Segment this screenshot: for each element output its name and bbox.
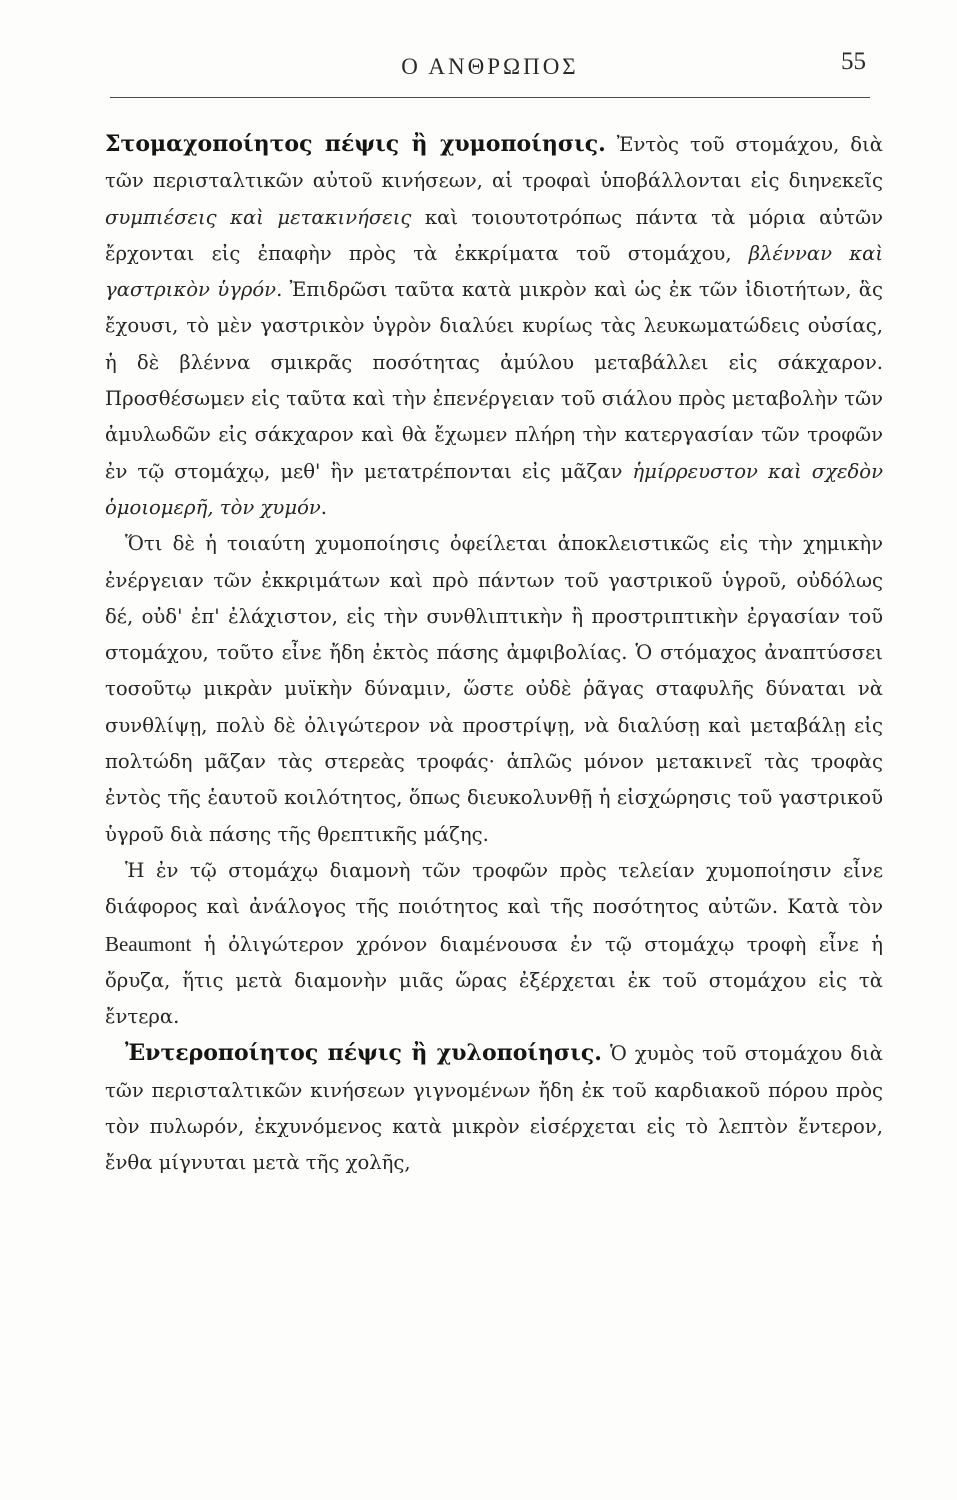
body-text	[105, 126, 883, 1182]
header-rule	[110, 97, 870, 98]
text-run: καὶ τοιουτοτρόπως πάντα τὰ μόρια αὐτῶν ἔρχονται εἰς ἐπαφὴν πρὸς τὰ ἐκκρίματα τοῦ στομάχου,	[105, 205, 883, 265]
page-number: 55	[841, 48, 866, 75]
emphasis-run: συμπιέσεις καὶ μετακινήσεις	[105, 205, 412, 229]
running-head	[110, 44, 870, 84]
section-heading-intestinal-digestion: Ἐντεροποίητος πέψις ἢ χυλοποίησις.	[125, 1040, 602, 1067]
latin-name: Beaumont	[105, 931, 192, 956]
paragraph-intestinal-digestion	[105, 1035, 883, 1181]
emphasis-run: βλένναν καὶ γαστρικὸν ὑγρόν	[105, 241, 884, 302]
running-title: Ο ΑΝΘΡΩΠΟΣ	[401, 54, 579, 79]
paragraph-stomach-digestion	[105, 126, 883, 526]
text-run: . Ἐπιδρῶσι ταῦτα κατὰ μικρὸν καὶ ὡς ἐκ τῶν ἰδιοτήτων, ἃς ἔχουσι, τὸ μὲν γαστρικὸν ὑγρὸν διαλύει κυρίως τὰς λευκωματώδεις οὐσίας, ἡ δὲ βλέννα σμικρᾶς ποσότητας ἀμύλου μεταβάλλει εἰς σάκχαρον. Προσθέσωμεν εἰς ταῦτα καὶ τὴν ἐπενέργειαν τοῦ σιάλου πρὸς μεταβολὴν τῶν ἀμυλωδῶν εἰς σάκχαρον καὶ θὰ ἔχωμεν πλήρη τὴν κατεργασίαν τῶν τροφῶν ἐν τῷ στομάχῳ, μεθ' ἣν μετατρέπονται εἰς μᾶζαν	[105, 278, 883, 483]
emphasis-run: ἡμίρρευστον καὶ σχεδὸν ὁμοιομερῆ, τὸν χυμόν	[105, 459, 884, 519]
text-run: .	[320, 495, 328, 519]
section-heading-stomach-digestion: Στομαχοποίητος πέψις ἢ χυμοποίησις.	[105, 131, 606, 157]
text-run: Ὁ χυμὸς τοῦ στομάχου διὰ τῶν περισταλτικῶν κινήσεων γιγνομένων ἤδη ἐκ τοῦ καρδιακοῦ πόρου πρὸς τὸν πυλωρόν, ἐκχυνόμενος κατὰ μικρὸν εἰσέρχεται εἰς τὸ λεπτὸν ἔντερον, ἔνθα μίγνυται μετὰ τῆς χολῆς,	[105, 1042, 883, 1175]
text-run: ἡ ὀλιγώτερον χρόνον διαμένουσα ἐν τῷ στομάχῳ τροφὴ εἶνε ἡ ὄρυζα, ἥτις μετὰ διαμονὴν μιᾶς ὥρας ἐξέρχεται ἐκ τοῦ στομάχου εἰς τὰ ἔντερα.	[105, 932, 883, 1029]
paragraph-food-duration	[105, 853, 883, 1035]
text-run: Ἐντὸς τοῦ στομάχου, διὰ τῶν περισταλτικῶν αὐτοῦ κινήσεων, αἱ τροφαὶ ὑποβάλλονται εἰς διηνεκεῖς	[105, 133, 883, 193]
text-run: Ἡ ἐν τῷ στομάχῳ διαμονὴ τῶν τροφῶν πρὸς τελείαν χυμοποίησιν εἶνε διάφορος καὶ ἀνάλογος τῆς ποιότητος καὶ τῆς ποσότητος αὐτῶν. Κατὰ τὸν	[105, 858, 883, 919]
paragraph-chemical-action: Ὅτι δὲ ἡ τοιαύτη χυμοποίησις ὀφείλεται ἀποκλειστικῶς εἰς τὴν χημικὴν ἐνέργειαν τῶν ἐκκριμάτων καὶ πρὸ πάντων τοῦ γαστρικοῦ ὑγροῦ, οὐδόλως δέ, οὐδ' ἐπ' ἐλάχιστον, εἰς τὴν συνθλιπτικὴν ἢ προστριπτικὴν ἐργασίαν τοῦ στομάχου, τοῦτο εἶνε ἤδη ἐκτὸς πάσης ἀμφιβολίας. Ὁ στόμαχος ἀναπτύσσει τοσοῦτῳ μικρὰν μυϊκὴν δύναμιν, ὥστε οὐδὲ ῥᾶγας σταφυλῆς δύναται νὰ συνθλίψῃ, πολὺ δὲ ὀλιγώτερον νὰ προστρίψῃ, νὰ διαλύσῃ καὶ μεταβάλῃ εἰς πολτώδη μᾶζαν τὰς στερεὰς τροφάς· ἁπλῶς μόνον μετακινεῖ τὰς τροφὰς ἐντὸς τῆς ἑαυτοῦ κοιλότητος, ὅπως διευκολυνθῇ ἡ εἰσχώρησις τοῦ γαστρικοῦ ὑγροῦ διὰ πάσης τῆς θρεπτικῆς μάζης.	[105, 532, 883, 846]
